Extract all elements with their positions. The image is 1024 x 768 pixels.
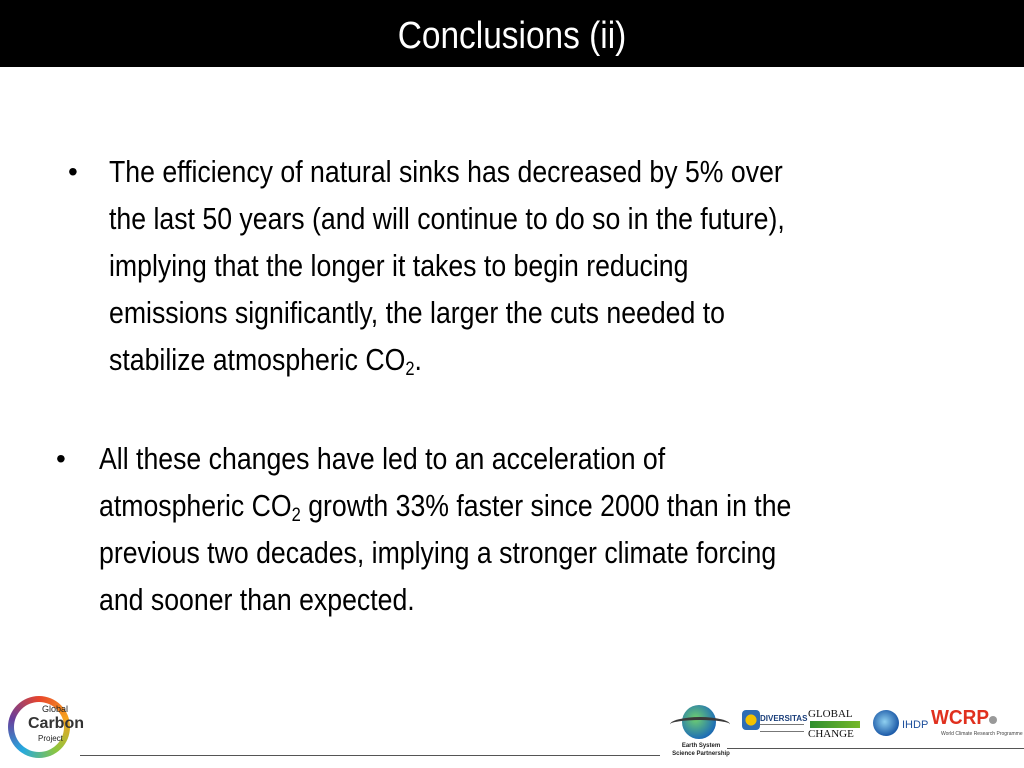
- essp-logo: [668, 705, 734, 768]
- gcp-logo-text-bottom: Project: [38, 734, 63, 743]
- gcp-logo-text-top: Global: [42, 704, 69, 714]
- slide-title: Conclusions (ii): [397, 15, 627, 57]
- swoosh-icon: [670, 717, 730, 732]
- text-run: .: [414, 342, 422, 377]
- ihdp-logo: [873, 710, 929, 738]
- footer-divider: [727, 748, 1024, 749]
- wcrp-logo-text: WCRP: [931, 707, 990, 729]
- diversitas-logo-text: DIVERSITAS: [760, 714, 808, 723]
- bullet-line: the last 50 years (and will continue to do so in the future),: [109, 201, 785, 236]
- footer-divider: [80, 755, 660, 756]
- wcrp-dot-icon: [989, 716, 997, 724]
- bullet-text: [109, 148, 785, 383]
- bullet-line-last: [109, 336, 785, 383]
- bullet-text: [99, 435, 791, 623]
- bullet-line: and sooner than expected.: [99, 582, 415, 617]
- bullet-marker: •: [68, 156, 78, 187]
- essp-logo-text: [668, 742, 734, 758]
- bullet-line: emissions significantly, the larger the cuts needed to: [109, 295, 725, 330]
- ihdp-globe-icon: [873, 710, 899, 736]
- essp-line2: Science Partnership: [672, 751, 730, 757]
- essp-line1: Earth System: [681, 743, 721, 749]
- bullet-line: implying that the longer it takes to begin reducing: [109, 248, 689, 283]
- text-run: stabilize atmospheric CO: [109, 342, 406, 377]
- diversitas-mark-icon: [742, 710, 760, 730]
- global-change-top-text: GLOBAL: [808, 708, 853, 720]
- global-change-bar: [810, 721, 860, 728]
- bullet-item-acceleration: [56, 435, 976, 635]
- subscript: 2: [405, 358, 415, 380]
- global-change-bottom-text: CHANGE: [808, 728, 854, 740]
- global-carbon-project-logo: [4, 690, 84, 766]
- ihdp-logo-text: IHDP: [902, 719, 929, 731]
- gcp-logo-text-main: Carbon: [28, 715, 84, 732]
- diversitas-sub-lines: [760, 724, 804, 732]
- text-run: growth 33% faster since 2000 than in the: [300, 488, 792, 523]
- bullet-line: previous two decades, implying a stronger climate forcing: [99, 535, 777, 570]
- wcrp-logo: [931, 707, 1021, 741]
- bullet-line: All these changes have led to an acceleration of: [99, 441, 666, 476]
- bullet-line: The efficiency of natural sinks has decreased by 5% over: [109, 154, 783, 189]
- diversitas-logo: [740, 710, 806, 740]
- bullet-marker: •: [56, 443, 66, 474]
- subscript: 2: [291, 504, 301, 526]
- bullet-line: [99, 482, 791, 529]
- bullet-item-sinks: [68, 148, 968, 388]
- wcrp-logo-subtitle: World Climate Research Programme: [941, 731, 1023, 737]
- text-run: atmospheric CO: [99, 488, 292, 523]
- global-change-logo: [808, 708, 864, 742]
- title-bar: [0, 0, 1024, 67]
